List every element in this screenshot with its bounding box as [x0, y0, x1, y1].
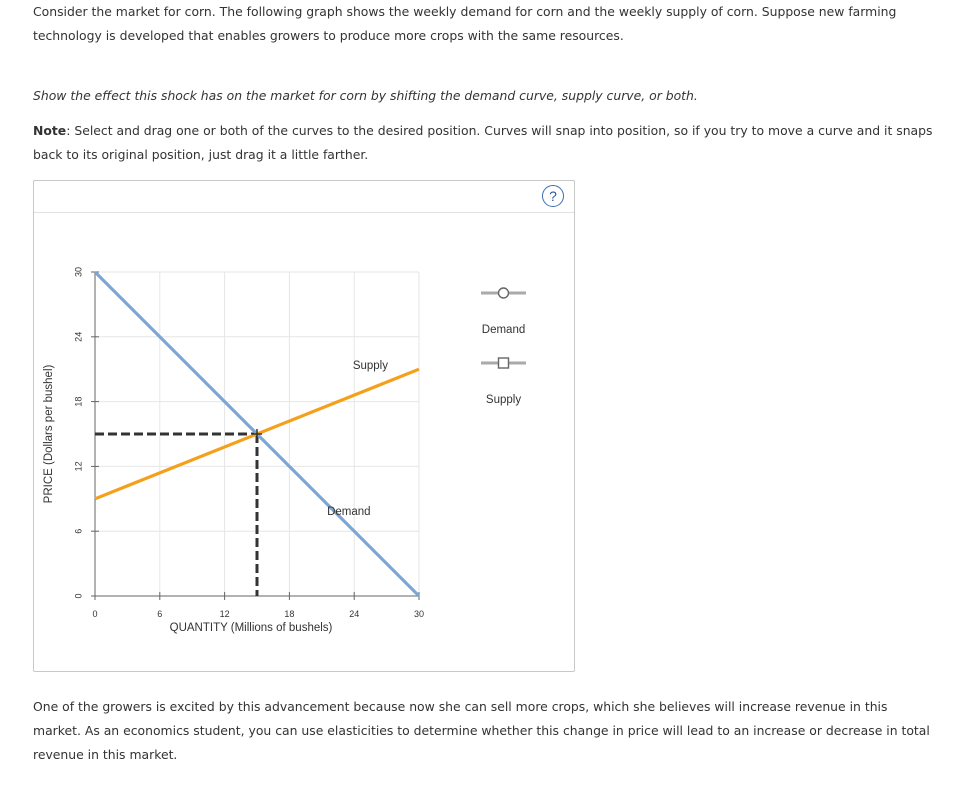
x-tick-label: 18	[284, 609, 295, 619]
y-axis-title: PRICE (Dollars per bushel)	[43, 364, 56, 504]
task-instruction: Show the effect this shock has on the market for corn by shifting the demand curve, supply curve, or both.	[33, 88, 698, 103]
x-tick-label: 12	[219, 609, 230, 619]
legend-supply-label: Supply	[485, 394, 522, 406]
y-tick-label: 0	[73, 593, 84, 599]
x-tick-label: 6	[157, 609, 163, 619]
note-text	[33, 119, 953, 167]
y-tick-label: 24	[73, 331, 84, 342]
x-tick-label: 0	[92, 609, 98, 619]
legend-circle-marker-icon[interactable]	[499, 288, 509, 298]
y-tick-label: 6	[73, 528, 84, 534]
intro-text: Consider the market for corn. The following graph shows the weekly demand for corn and the weekly supply of corn. Suppose new farming technology is developed that enables growers to produce more crops with the same resources.	[33, 4, 897, 43]
x-axis-title: QUANTITY (Millions of bushels)	[169, 622, 333, 634]
help-icon[interactable]: ?	[542, 185, 564, 207]
y-tick-label: 18	[73, 396, 84, 407]
supply-curve-label: Supply	[352, 359, 388, 372]
graph-panel	[33, 180, 575, 672]
x-tick-label: 24	[349, 609, 360, 619]
y-tick-label: 12	[73, 461, 84, 472]
demand-curve-label: Demand	[327, 506, 371, 518]
note-body: : Select and drag one or both of the curves to the desired position. Curves will snap into position, so if you try to move a curve and it snaps back to its original position, just drag it a little farther.	[33, 123, 933, 162]
x-tick-label: 30	[413, 609, 425, 619]
note-label: Note	[33, 123, 67, 138]
supply-demand-chart	[34, 181, 574, 671]
legend-square-marker-icon[interactable]	[499, 358, 509, 368]
outro-text: One of the growers is excited by this advancement because now she can sell more crops, which she believes will increase revenue in this market. As an economics student, you can use elasticities to determine whether this change in price will lead to an increase or decrease in total revenue in this market.	[33, 699, 930, 762]
legend-demand-label: Demand	[481, 324, 526, 336]
y-tick-label: 30	[73, 266, 84, 278]
